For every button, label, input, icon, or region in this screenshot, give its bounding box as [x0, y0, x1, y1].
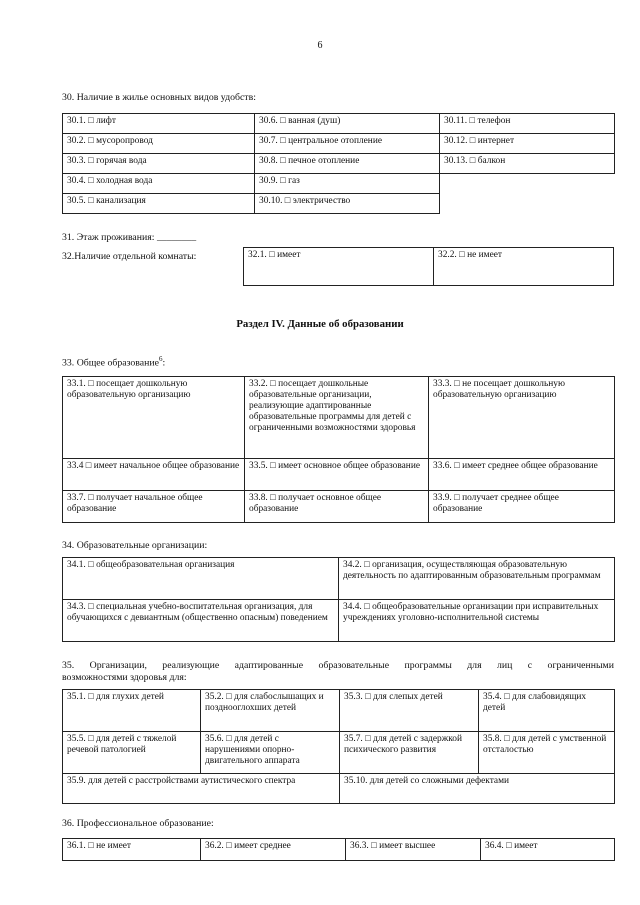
q35-item[interactable]: 35.9. для детей с расстройствами аутистического спектра: [63, 774, 340, 804]
q36-item[interactable]: 36.1. □ не имеет: [63, 839, 201, 861]
q36-item[interactable]: 36.2. □ имеет среднее: [201, 839, 346, 861]
q31-title: 31. Этаж проживания: ________: [62, 232, 197, 243]
q34-item[interactable]: 34.4. □ общеобразовательные организации при исправительных учреждениях уголовно-исполнительной системы: [339, 600, 615, 642]
q34-title: 34. Образовательные организации:: [62, 540, 208, 551]
q33-item[interactable]: 33.1. □ посещает дошкольную образовательную организацию: [63, 377, 245, 459]
q30-item[interactable]: 30.4. □ холодная вода: [63, 174, 255, 194]
q33-item[interactable]: 33.3. □ не посещает дошкольную образовательную организацию: [429, 377, 615, 459]
q30-item[interactable]: 30.9. □ газ: [255, 174, 440, 194]
q30-item[interactable]: 30.12. □ интернет: [440, 134, 615, 154]
q35-table: [62, 689, 615, 804]
q30-item[interactable]: 30.13. □ балкон: [440, 154, 615, 174]
q35-item[interactable]: 35.8. □ для детей с умственной отсталостью: [479, 732, 615, 774]
q30-item[interactable]: 30.1. □ лифт: [63, 114, 255, 134]
q30-item[interactable]: 30.10. □ электричество: [255, 194, 440, 214]
q30-title: 30. Наличие в жилье основных видов удобств:: [62, 92, 256, 103]
q34-item[interactable]: 34.1. □ общеобразовательная организация: [63, 558, 339, 600]
q35-item[interactable]: 35.3. □ для слепых детей: [340, 690, 479, 732]
q35-title-line1: 35. Организации, реализующие адаптированные образовательные программы для лиц с ограниченными: [62, 660, 614, 671]
q30-item[interactable]: 30.2. □ мусоропровод: [63, 134, 255, 154]
q30-item[interactable]: 30.11. □ телефон: [440, 114, 615, 134]
q30-item[interactable]: 30.8. □ печное отопление: [255, 154, 440, 174]
q33-footnote: 6: [158, 355, 163, 363]
q36-title: 36. Профессиональное образование:: [62, 818, 214, 829]
q35-item[interactable]: 35.6. □ для детей с нарушениями опорно-двигательного аппарата: [201, 732, 340, 774]
q33-item[interactable]: 33.2. □ посещает дошкольные образовательные организации, реализующие адаптированные образовательные программы для детей с ограниченными возможностями здоровья: [245, 377, 429, 459]
section-title: Раздел IV. Данные об образовании: [236, 318, 404, 330]
q32-option-has[interactable]: 32.1. □ имеет: [244, 248, 434, 286]
q35-item[interactable]: 35.2. □ для слабослышащих и позднооглохших детей: [201, 690, 340, 732]
q35-item[interactable]: 35.4. □ для слабовидящих детей: [479, 690, 615, 732]
q34-item[interactable]: 34.2. □ организация, осуществляющая образовательную деятельность по адаптированным образовательным программам: [339, 558, 615, 600]
q35-item[interactable]: 35.5. □ для детей с тяжелой речевой патологией: [63, 732, 201, 774]
q32-table: [243, 247, 614, 286]
q33-title-text: 33. Общее образование: [62, 357, 159, 369]
q30-item[interactable]: 30.3. □ горячая вода: [63, 154, 255, 174]
q33-title: 33. Общее образование$^6$:: [62, 355, 166, 369]
q36-table: [62, 838, 615, 861]
q33-item[interactable]: 33.6. □ имеет среднее общее образование: [429, 459, 615, 491]
q30-item[interactable]: 30.6. □ ванная (душ): [255, 114, 440, 134]
q35-item[interactable]: 35.10. для детей со сложными дефектами: [340, 774, 615, 804]
q35-item[interactable]: 35.1. □ для глухих детей: [63, 690, 201, 732]
q33-item[interactable]: 33.4 □ имеет начальное общее образование: [63, 459, 245, 491]
q33-item[interactable]: 33.7. □ получает начальное общее образование: [63, 491, 245, 523]
q32-option-has-not[interactable]: 32.2. □ не имеет: [434, 248, 614, 286]
q35-title-line2: возможностями здоровья для:: [62, 672, 187, 683]
q30-item[interactable]: 30.7. □ центральное отопление: [255, 134, 440, 154]
q36-item[interactable]: 36.3. □ имеет высшее: [346, 839, 481, 861]
q33-item[interactable]: 33.9. □ получает среднее общее образование: [429, 491, 615, 523]
q30-table: [62, 113, 615, 214]
q34-table: [62, 557, 615, 642]
q36-item[interactable]: 36.4. □ имеет: [481, 839, 615, 861]
q35-item[interactable]: 35.7. □ для детей с задержкой психического развития: [340, 732, 479, 774]
q32-title: 32.Наличие отдельной комнаты:: [62, 251, 197, 262]
q33-item[interactable]: 33.8. □ получает основное общее образование: [245, 491, 429, 523]
page-number: 6: [317, 40, 323, 51]
q34-item[interactable]: 34.3. □ специальная учебно-воспитательная организация, для обучающихся с девиантным (общественно опасным) поведением: [63, 600, 339, 642]
q33-item[interactable]: 33.5. □ имеет основное общее образование: [245, 459, 429, 491]
q33-table: [62, 376, 615, 523]
q30-item[interactable]: 30.5. □ канализация: [63, 194, 255, 214]
